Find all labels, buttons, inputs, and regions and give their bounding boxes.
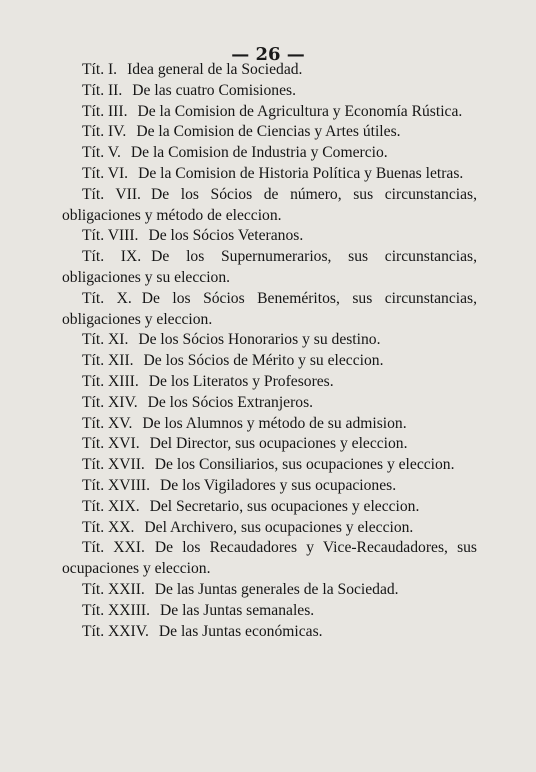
toc-entry — [62, 414, 477, 435]
toc-entry — [62, 164, 477, 185]
page-number: — 26 — — [231, 44, 305, 65]
title-number: Tít. XXIV. — [82, 622, 149, 640]
title-text: Idea general de la Sociedad. — [127, 61, 303, 78]
title-text: De los Sócios Veteranos. — [148, 227, 304, 245]
title-number: Tít. XI. — [82, 331, 129, 349]
title-text: De la Comision de Industria y Comercio. — [130, 144, 388, 162]
toc-entry — [62, 455, 477, 476]
toc-entry — [62, 580, 477, 601]
title-text: De los Sócios de Mérito y su eleccion. — [143, 352, 384, 370]
title-number: Tít. I. — [82, 61, 118, 78]
title-number: Tít. IV. — [82, 123, 127, 141]
toc-entry — [62, 247, 477, 289]
title-text: De los Sócios de número, sus circunstancias, obligaciones y método de eleccion. — [62, 185, 477, 224]
title-text: De los Sócios Extranjeros. — [147, 393, 314, 411]
toc-entry — [62, 81, 477, 102]
title-number: Tít. XIII. — [82, 372, 139, 390]
title-number: Tít. XXII. — [82, 580, 145, 598]
table-of-contents — [62, 60, 477, 642]
title-text: De la Comision de Historia Política y Buenas letras. — [138, 164, 464, 182]
title-text: Del Archivero, sus ocupaciones y eleccion. — [144, 518, 414, 536]
title-text: De las Juntas económicas. — [158, 622, 323, 640]
title-number: Tít. VIII. — [82, 227, 139, 245]
toc-entry — [62, 289, 477, 331]
title-text: De los Vigiladores y sus ocupaciones. — [160, 476, 397, 494]
title-number: Tít. XVIII. — [82, 476, 150, 494]
title-number: Tít. X. — [82, 289, 132, 307]
toc-entry — [62, 601, 477, 622]
toc-entry — [62, 102, 477, 123]
title-number: Tít. XIV. — [82, 393, 138, 411]
toc-entry — [62, 497, 477, 518]
title-text: De los Literatos y Profesores. — [148, 372, 334, 390]
title-number: Tít. IX. — [82, 248, 142, 266]
title-text: Del Director, sus ocupaciones y eleccion. — [149, 435, 408, 453]
title-number: Tít. XXIII. — [82, 601, 150, 619]
toc-entry — [62, 351, 477, 372]
title-text: De los Sócios Honorarios y su destino. — [138, 331, 381, 349]
title-text: De los Recaudadores y Vice-Recaudadores, sus ocupaciones y eleccion. — [62, 539, 478, 578]
title-text: Del Secretario, sus ocupaciones y eleccion. — [149, 497, 420, 515]
title-number: Tít. V. — [82, 144, 121, 162]
title-number: Tít. XVI. — [82, 435, 140, 453]
toc-entry — [62, 60, 477, 81]
toc-entry — [62, 185, 477, 227]
title-text: De los Consiliarios, sus ocupaciones y eleccion. — [154, 456, 455, 474]
toc-entry — [62, 226, 477, 247]
title-text: De los Sócios Beneméritos, sus circunstancias, obligaciones y eleccion. — [62, 289, 477, 328]
toc-entry — [62, 330, 477, 351]
toc-entry — [62, 622, 477, 643]
toc-entry — [62, 476, 477, 497]
toc-entry — [62, 434, 477, 455]
title-text: De las cuatro Comisiones. — [132, 81, 296, 99]
toc-entry — [62, 372, 477, 393]
toc-entry — [62, 538, 477, 580]
title-number: Tít. XIX. — [82, 497, 140, 515]
title-text: De las Juntas semanales. — [160, 601, 315, 619]
title-text: De las Juntas generales de la Sociedad. — [154, 580, 399, 598]
title-number: Tít. VI. — [82, 164, 129, 182]
toc-entry — [62, 143, 477, 164]
title-text: De la Comision de Agricultura y Economía Rústica. — [137, 102, 463, 120]
title-number: Tít. XII. — [82, 352, 134, 370]
toc-entry — [62, 518, 477, 539]
title-number: Tít. III. — [82, 102, 128, 120]
title-number: Tít. XV. — [82, 414, 133, 432]
toc-entry — [62, 393, 477, 414]
title-number: Tít. VII. — [82, 185, 141, 203]
title-text: De la Comision de Ciencias y Artes útiles. — [136, 123, 401, 141]
title-number: Tít. XX. — [82, 518, 135, 536]
title-text: De los Alumnos y método de su admision. — [142, 414, 407, 432]
title-number: Tít. II. — [82, 81, 123, 99]
toc-entry — [62, 122, 477, 143]
title-number: Tít. XVII. — [82, 456, 145, 474]
title-text: De los Supernumerarios, sus circunstancias, obligaciones y su eleccion. — [62, 248, 478, 286]
title-number: Tít. XXI. — [82, 539, 145, 557]
